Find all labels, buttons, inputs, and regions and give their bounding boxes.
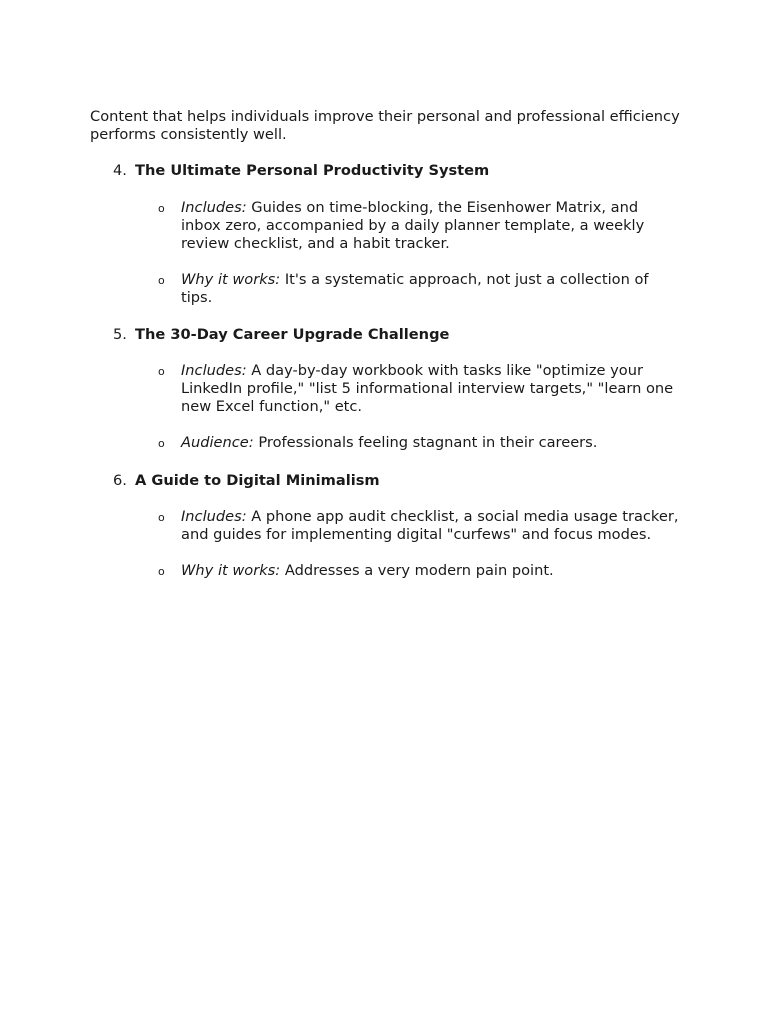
document-page [90, 108, 680, 599]
list-item-body: It's a systematic approach, not just a collection of tips. [181, 271, 649, 307]
list-item-text [181, 271, 680, 307]
list-item-body: Professionals feeling stagnant in their careers. [253, 434, 598, 452]
bullet-icon: o [158, 510, 165, 524]
list-item-body: Addresses a very modern pain point. [280, 562, 554, 580]
list-item [158, 362, 680, 417]
list-item [158, 199, 680, 254]
section-heading [113, 326, 680, 344]
section-title: The Ultimate Personal Productivity System [135, 162, 490, 180]
list-item-text [181, 199, 680, 254]
list-item-label: Includes: [181, 198, 247, 216]
section-number: 6. [113, 471, 127, 489]
section-digital-minimalism [90, 472, 680, 582]
bullet-icon: o [158, 437, 165, 451]
bullet-icon: o [158, 201, 165, 215]
section-heading [113, 472, 680, 490]
list-item-body: A phone app audit checklist, a social media usage tracker, and guides for implementing digital "curfews" and focus modes. [181, 507, 679, 544]
list-item-text [181, 362, 680, 417]
intro-paragraph: Content that helps individuals improve their personal and professional efficiency performs consistently well. [90, 108, 680, 144]
list-item [158, 434, 680, 453]
list-item-text [181, 508, 680, 544]
section-number: 5. [113, 325, 127, 343]
list-item [158, 562, 680, 581]
section-title: The 30-Day Career Upgrade Challenge [135, 325, 450, 343]
list-item-label: Includes: [181, 507, 247, 525]
section-title: A Guide to Digital Minimalism [135, 471, 380, 489]
bullet-icon: o [158, 364, 165, 378]
list-item-label: Includes: [181, 361, 247, 379]
list-item-body: Guides on time-blocking, the Eisenhower Matrix, and inbox zero, accompanied by a daily planner template, a weekly review checklist, and a habit tracker. [181, 198, 645, 253]
list-item-text [181, 562, 680, 580]
bullet-icon: o [158, 274, 165, 288]
list-item-label: Why it works: [181, 271, 281, 289]
section-productivity-system [90, 162, 680, 307]
list-item-text [181, 434, 680, 452]
section-heading [113, 162, 680, 180]
list-item-body: A day-by-day workbook with tasks like "optimize your LinkedIn profile," "list 5 informational interview targets," "learn one new Excel function," etc. [181, 361, 674, 416]
list-item [158, 271, 680, 307]
section-career-challenge [90, 326, 680, 454]
list-item-label: Audience: [181, 434, 254, 452]
bullet-icon: o [158, 565, 165, 579]
list-item-label: Why it works: [181, 562, 281, 580]
section-number: 4. [113, 162, 127, 180]
list-item [158, 508, 680, 544]
